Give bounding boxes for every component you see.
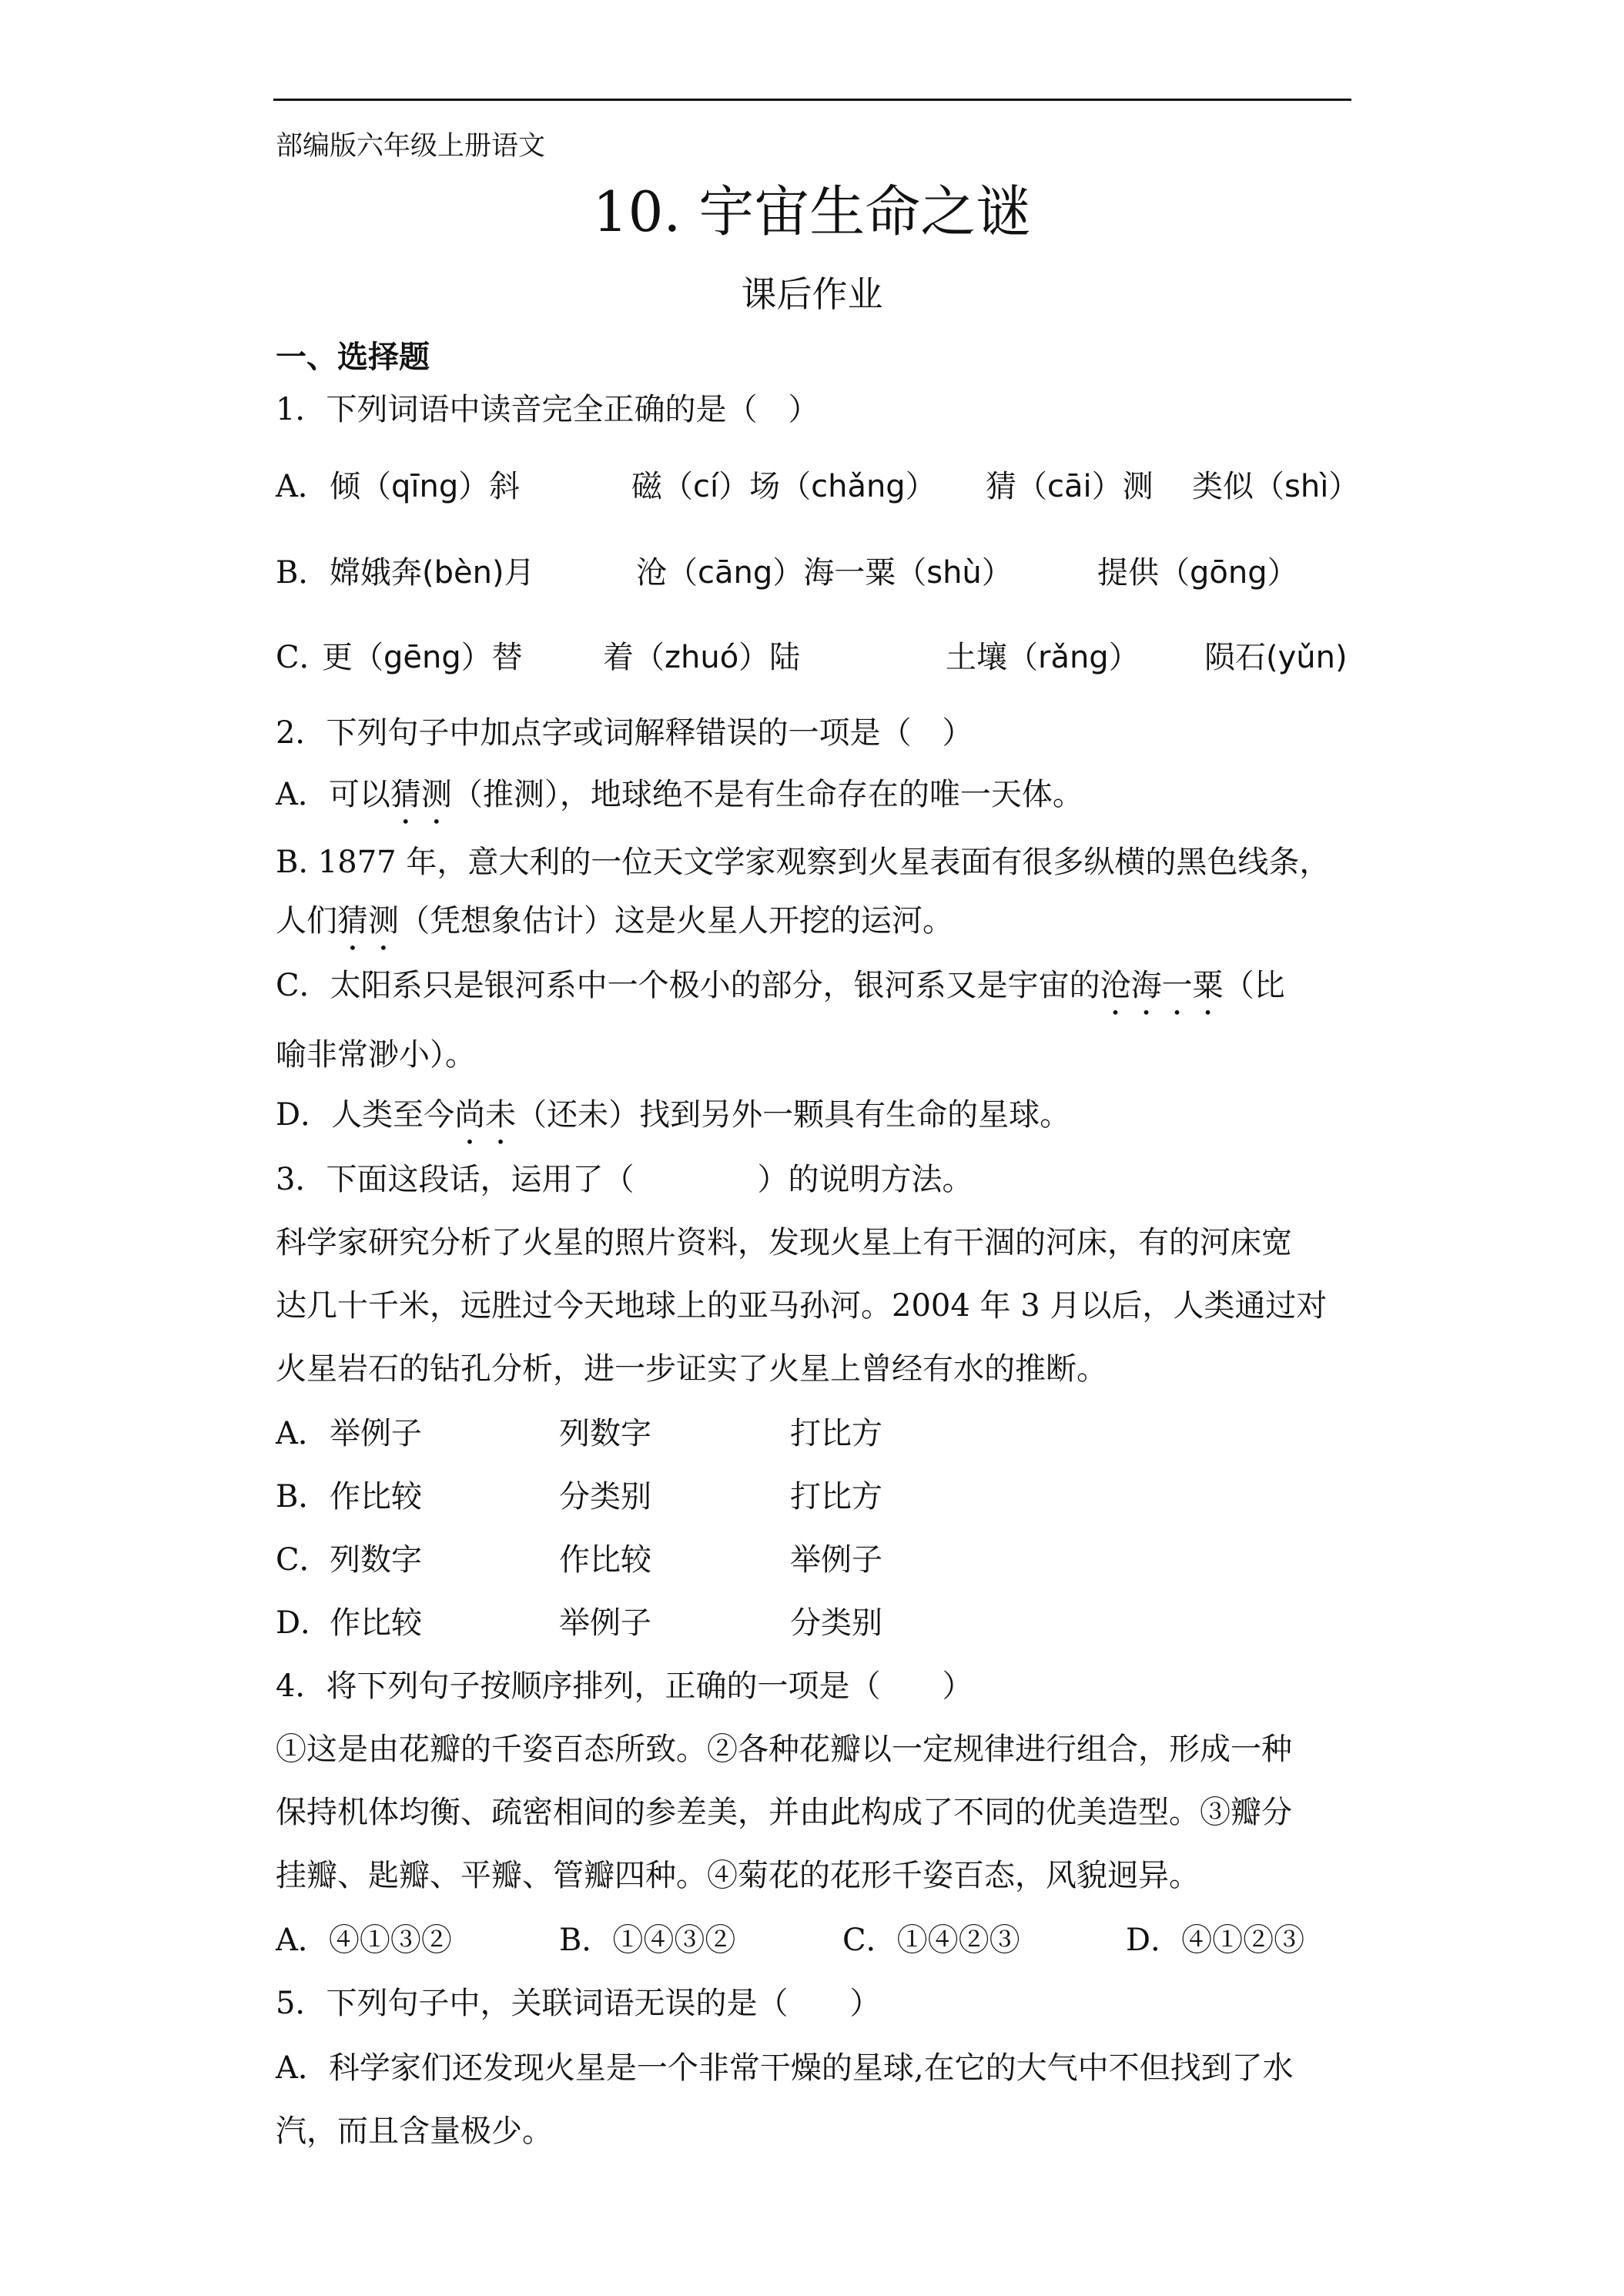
q2-c-post: （比 xyxy=(1223,968,1285,1003)
q3-passage-line: 达几十千米，远胜过今天地球上的亚马孙河。2004 年 3 月以后，人类通过对 xyxy=(276,1288,1328,1324)
section-heading: 一、选择题 xyxy=(276,340,430,375)
q3-stem: 3．下面这段话，运用了（ ）的说明方法。 xyxy=(276,1162,973,1197)
q4-stem: 4．将下列句子按顺序排列，正确的一项是（ ） xyxy=(276,1668,973,1704)
q1-b-word: 嫦娥奔(bèn)月 xyxy=(330,555,535,591)
q3-a-item: 举例子 xyxy=(330,1416,422,1451)
q2-option-a xyxy=(276,776,1083,831)
q1-c-word: 着（zhuó）陆 xyxy=(603,640,801,675)
q3-d-label: D． xyxy=(276,1605,332,1641)
q5-stem: 5．下列句子中，关联词语无误的是（ ） xyxy=(276,1986,881,2021)
q2-c-line2: 喻非常渺小）。 xyxy=(276,1037,476,1073)
q4-option-a: A．④①③② xyxy=(276,1923,452,1958)
q4-passage-line: 挂瓣、匙瓣、平瓣、管瓣四种。④菊花的花形千姿百态，风貌迥异。 xyxy=(276,1858,1200,1893)
q3-a-item: 列数字 xyxy=(559,1416,651,1451)
q2-a-pre: A．可以 xyxy=(276,777,390,812)
q1-a-word: 类似（shì） xyxy=(1192,469,1360,504)
q3-c-item: 列数字 xyxy=(330,1542,422,1578)
q1-b-word: 沧（cāng）海一粟（shù） xyxy=(636,555,1013,591)
q2-c-dotted: 沧海一粟 xyxy=(1100,968,1224,1003)
q3-d-item: 分类别 xyxy=(790,1605,882,1641)
q1-a-word: 磁（cí）场（chǎng） xyxy=(631,469,936,504)
q3-d-item: 举例子 xyxy=(559,1605,651,1641)
q5-a-line: A．科学家们还发现火星是一个非常干燥的星球,在它的大气中不但找到了水 xyxy=(276,2050,1294,2086)
q4-option-b: B．①④③② xyxy=(559,1923,736,1958)
q2-a-dotted: 猜测 xyxy=(390,777,452,812)
q4-passage-line: ①这是由花瓣的千姿百态所致。②各种花瓣以一定规律进行组合，形成一种 xyxy=(276,1732,1292,1767)
q2-c-pre: C．太阳系只是银河系中一个极小的部分，银河系又是宇宙的 xyxy=(276,968,1100,1003)
q3-b-item: 打比方 xyxy=(790,1479,882,1514)
q2-b-pre: 人们 xyxy=(276,903,337,939)
q3-passage-line: 科学家研究分析了火星的照片资料，发现火星上有干涸的河床，有的河床宽 xyxy=(276,1225,1292,1260)
q3-c-item: 作比较 xyxy=(559,1542,651,1578)
q5-a-line: 汽，而且含量极少。 xyxy=(276,2114,553,2149)
q2-option-d xyxy=(276,1096,1070,1151)
q2-b-post: （凭想象估计）这是火星人开挖的运河。 xyxy=(399,903,953,939)
q4-option-c: C．①④②③ xyxy=(842,1923,1020,1958)
q3-d-item: 作比较 xyxy=(330,1605,422,1641)
q2-d-dotted: 尚未 xyxy=(454,1097,517,1133)
q3-b-item: 作比较 xyxy=(330,1479,422,1514)
q3-a-item: 打比方 xyxy=(790,1416,882,1451)
q2-d-pre: D．人类至今 xyxy=(276,1097,455,1133)
q1-stem: 1．下列词语中读音完全正确的是（ ） xyxy=(276,392,819,427)
header-text: 部编版六年级上册语文 xyxy=(276,131,546,162)
q2-option-b xyxy=(276,902,953,957)
q1-a-word: 猜（cāi）测 xyxy=(986,469,1154,504)
q1-b-word: 提供（gōng） xyxy=(1097,555,1298,591)
q1-b-label: B． xyxy=(276,555,330,591)
q3-c-label: C． xyxy=(276,1542,330,1578)
q1-c-word: 更（gēng）替 xyxy=(322,640,523,675)
q4-passage-line: 保持机体均衡、疏密相间的参差美，并由此构成了不同的优美造型。③瓣分 xyxy=(276,1795,1292,1830)
q2-stem: 2．下列句子中加点字或词解释错误的一项是（ ） xyxy=(276,715,973,751)
q1-c-word: 土壤（rǎng） xyxy=(946,640,1140,675)
q2-a-post: （推测），地球绝不是有生命存在的唯一天体。 xyxy=(451,777,1083,812)
q3-b-label: B． xyxy=(276,1479,330,1514)
q3-c-item: 举例子 xyxy=(790,1542,882,1578)
q1-a-word: 倾（qīng）斜 xyxy=(330,469,521,504)
q1-a-label: A． xyxy=(276,469,329,504)
q2-d-post: （还未）找到另外一颗具有生命的星球。 xyxy=(516,1097,1071,1133)
q4-option-d: D．④①②③ xyxy=(1126,1923,1305,1958)
q2-b-line1: B. 1877 年，意大利的一位天文学家观察到火星表面有很多纵横的黑色线条， xyxy=(276,845,1331,880)
q1-c-label: C． xyxy=(276,640,330,675)
q2-b-dotted: 猜测 xyxy=(337,903,399,939)
q3-b-item: 分类别 xyxy=(559,1479,651,1514)
q2-option-c xyxy=(276,967,1285,1022)
page-title: 10. 宇宙生命之谜 xyxy=(592,179,1032,244)
q3-passage-line: 火星岩石的钻孔分析，进一步证实了火星上曾经有水的推断。 xyxy=(276,1351,1107,1387)
page-subtitle: 课后作业 xyxy=(741,273,883,315)
q3-a-label: A． xyxy=(276,1416,329,1451)
q1-c-word: 陨石(yǔn) xyxy=(1204,640,1348,675)
header-rule xyxy=(273,99,1351,101)
